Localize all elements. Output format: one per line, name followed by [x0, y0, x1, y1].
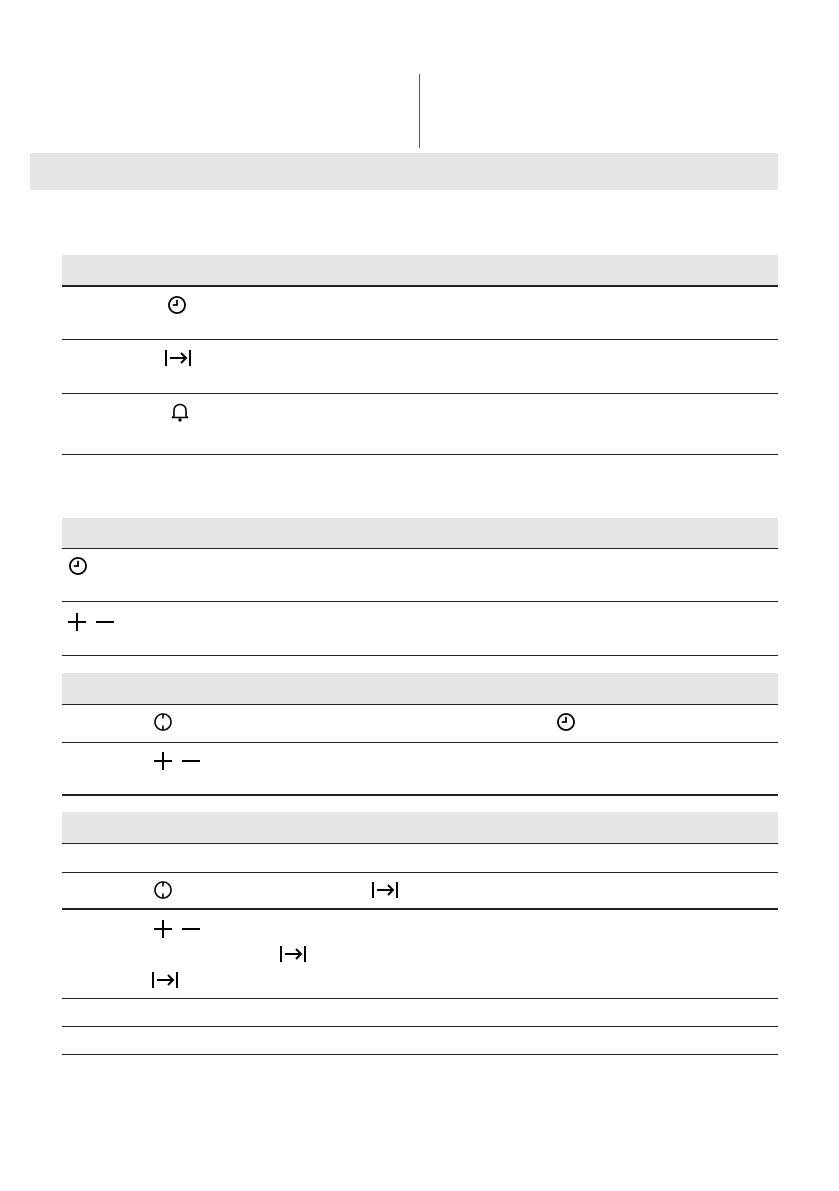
- header-divider: [419, 74, 420, 148]
- table-header: [62, 255, 778, 285]
- table-rule: [62, 908, 778, 910]
- table-rule: [62, 601, 778, 602]
- timer-icon: [152, 711, 174, 733]
- table-rule: [62, 998, 778, 999]
- table-rule: [62, 843, 778, 844]
- duration-arrow-icon: [163, 347, 193, 369]
- plus-icon: [66, 611, 88, 633]
- table-rule: [62, 454, 778, 455]
- minus-icon: [180, 750, 202, 772]
- clock-icon: [166, 294, 188, 316]
- table-rule: [62, 742, 778, 743]
- table-rule: [62, 1026, 778, 1027]
- table-header: [62, 812, 778, 843]
- table-rule: [62, 872, 778, 873]
- bell-icon: [170, 401, 190, 423]
- plus-icon: [152, 750, 174, 772]
- minus-icon: [180, 918, 202, 940]
- table-rule: [62, 1054, 778, 1055]
- duration-arrow-icon: [150, 969, 180, 991]
- timer-icon: [152, 879, 174, 901]
- table-rule: [62, 393, 778, 394]
- table-rule: [62, 339, 778, 340]
- table-rule: [62, 548, 778, 549]
- clock-icon: [555, 711, 577, 733]
- section-title-band: [30, 153, 778, 190]
- table-rule: [62, 655, 778, 656]
- table-rule: [62, 704, 778, 705]
- duration-arrow-icon: [370, 879, 400, 901]
- minus-icon: [94, 611, 116, 633]
- table-header: [62, 673, 778, 704]
- clock-icon: [67, 555, 89, 577]
- plus-icon: [152, 918, 174, 940]
- table-rule: [62, 794, 778, 796]
- table-header: [62, 518, 778, 548]
- table-rule: [62, 285, 778, 287]
- duration-arrow-icon: [278, 943, 308, 965]
